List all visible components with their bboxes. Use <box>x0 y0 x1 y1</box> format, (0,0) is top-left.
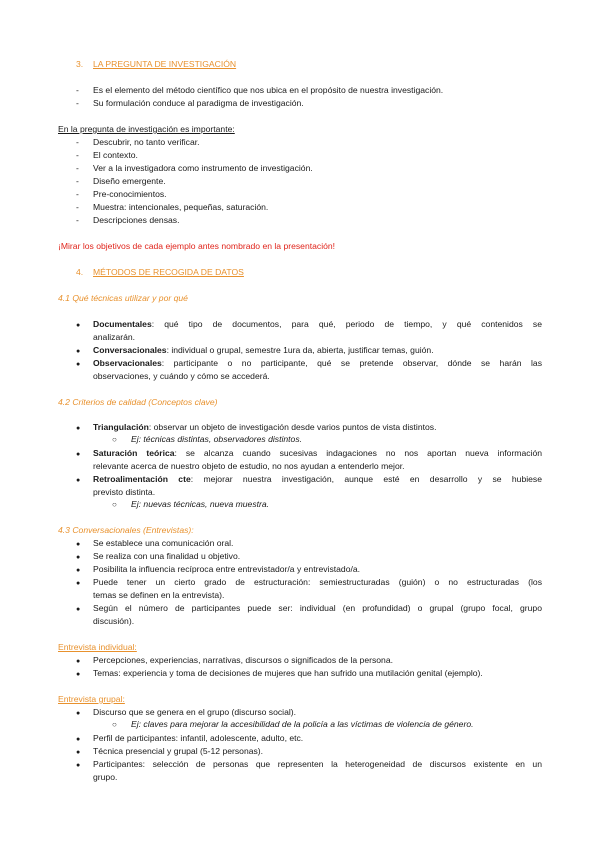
dash-bullet: - <box>76 202 79 212</box>
list-item: Diseño emergente. <box>93 176 166 186</box>
bullet-icon <box>76 602 80 617</box>
list-item: Percepciones, experiencias, narrativas, discursos o significados de la persona. <box>93 655 393 665</box>
list-item: Retroalimentación cte: mejorar nuestra investigación, aunque esté en desarrollo y se hubiese <box>93 474 542 484</box>
list-item: Saturación teórica: se alcanza cuando sucesivas indagaciones no nos aportan nueva información <box>93 448 542 458</box>
list-item-continuation: previsto distinta. <box>93 487 156 497</box>
bullet-icon <box>76 318 80 333</box>
list-item: Ver a la investigadora como instrumento de investigación. <box>93 163 313 173</box>
subsection-4-2-title: 4.2 Criterios de calidad (Conceptos clave) <box>58 397 218 407</box>
term: Triangulación <box>93 422 149 432</box>
list-item-continuation: relevante acerca de nuestro objeto de estudio, no nos ayudan a entenderlo mejor. <box>93 461 405 471</box>
dash-bullet: - <box>76 176 79 186</box>
list-item-continuation: analizarán. <box>93 332 136 342</box>
section-4-number: 4. <box>76 267 84 277</box>
list-item-continuation: observaciones, y cuándo y cómo se accederá. <box>93 371 270 381</box>
bullet-icon <box>76 421 80 436</box>
importante-heading: En la pregunta de investigación es importante: <box>58 124 235 134</box>
subsection-4-3-title: 4.3 Conversacionales (Entrevistas): <box>58 525 194 535</box>
list-item: Triangulación: observar un objeto de investigación desde varios puntos de vista distintos. <box>93 422 437 432</box>
dash-bullet: - <box>76 215 79 225</box>
list-item: Puede tener un cierto grado de estructuración: semiestructuradas (guión) o no estructuradas (los <box>93 577 542 587</box>
list-item: Su formulación conduce al paradigma de investigación. <box>93 98 304 108</box>
list-item: Observacionales: participante o no participante, qué se pretende observar, dónde se harán las <box>93 358 542 368</box>
bullet-icon <box>76 706 80 721</box>
section-3-number: 3. <box>76 59 84 69</box>
section-4-title: MÉTODOS DE RECOGIDA DE DATOS <box>93 267 244 277</box>
sub-bullet-icon <box>112 433 117 447</box>
bullet-icon <box>76 357 80 372</box>
list-item: Perfil de participantes: infantil, adolescente, adulto, etc. <box>93 733 304 743</box>
example-text: Ej: claves para mejorar la accesibilidad de la policía a las víctimas de violencia de género. <box>131 719 474 729</box>
bullet-icon <box>76 667 80 682</box>
dash-bullet: - <box>76 98 79 108</box>
list-item: Descripciones densas. <box>93 215 180 225</box>
list-item-continuation: discusión). <box>93 616 135 626</box>
list-item: Se establece una comunicación oral. <box>93 538 234 548</box>
list-item-continuation: temas se definen en la entrevista). <box>93 590 225 600</box>
term: Documentales <box>93 319 152 329</box>
example-text: Ej: técnicas distintas, observadores distintos. <box>131 434 303 444</box>
list-item: Descubrir, no tanto verificar. <box>93 137 200 147</box>
list-item: Discurso que se genera en el grupo (discurso social). <box>93 707 297 717</box>
list-item: Se realiza con una finalidad u objetivo. <box>93 551 241 561</box>
list-item: Participantes: selección de personas que representen la heterogeneidad de discursos existente en un <box>93 759 542 769</box>
dash-bullet: - <box>76 150 79 160</box>
term: Retroalimentación cte <box>93 474 191 484</box>
bullet-icon <box>76 758 80 773</box>
list-item: Pre-conocimientos. <box>93 189 167 199</box>
list-item: Técnica presencial y grupal (5-12 personas). <box>93 746 264 756</box>
example-text: Ej: nuevas técnicas, nueva muestra. <box>131 499 270 509</box>
dash-bullet: - <box>76 85 79 95</box>
dash-bullet: - <box>76 189 79 199</box>
list-item: Temas: experiencia y toma de decisiones de mujeres que han sufrido una mutilación genital (ejemplo). <box>93 668 483 678</box>
list-item: Según el número de participantes puede ser: individual (en profundidad) o grupal (grupo focal, grupo <box>93 603 542 613</box>
sub-bullet-icon <box>112 498 117 512</box>
entrevista-grupal-heading: Entrevista grupal: <box>58 694 125 704</box>
list-item: Muestra: intencionales, pequeñas, saturación. <box>93 202 269 212</box>
list-item: Es el elemento del método científico que nos ubica en el propósito de nuestra investigación. <box>93 85 444 95</box>
entrevista-individual-heading: Entrevista individual: <box>58 642 137 652</box>
term: Conversacionales <box>93 345 167 355</box>
list-item: Posibilita la influencia recíproca entre entrevistador/a y entrevistado/a. <box>93 564 361 574</box>
bullet-icon <box>76 447 80 462</box>
dash-bullet: - <box>76 163 79 173</box>
term: Observacionales <box>93 358 162 368</box>
subsection-4-1-title: 4.1 Qué técnicas utilizar y por qué <box>58 293 188 303</box>
dash-bullet: - <box>76 137 79 147</box>
bullet-icon <box>76 473 80 488</box>
sub-bullet-icon <box>112 718 117 732</box>
list-item: Documentales: qué tipo de documentos, para qué, periodo de tiempo, y qué contenidos se <box>93 319 542 329</box>
section-3-title: LA PREGUNTA DE INVESTIGACIÓN <box>93 59 237 69</box>
presentation-note: ¡Mirar los objetivos de cada ejemplo antes nombrado en la presentación! <box>58 241 336 251</box>
list-item: Conversacionales: individual o grupal, semestre 1ura da, abierta, justificar temas, guión. <box>93 345 434 355</box>
term: Saturación teórica <box>93 448 175 458</box>
bullet-icon <box>76 576 80 591</box>
list-item-continuation: grupo. <box>93 772 118 782</box>
list-item: El contexto. <box>93 150 138 160</box>
